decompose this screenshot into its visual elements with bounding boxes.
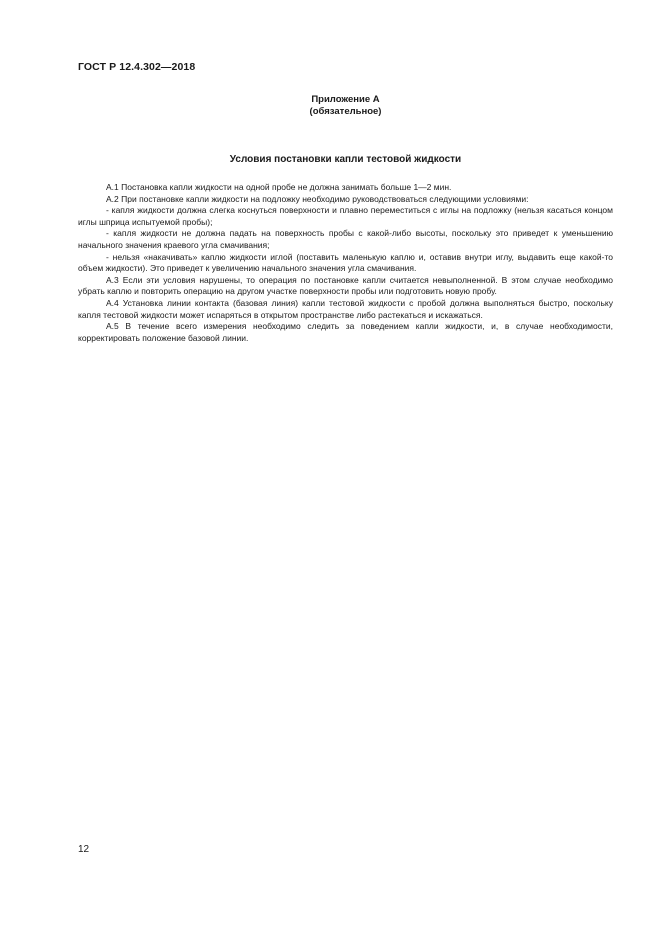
section-title: Условия постановки капли тестовой жидкости <box>229 154 462 165</box>
appendix-status: (обязательное) <box>309 106 382 117</box>
paragraph-a3: А.3 Если эти условия нарушены, то операция по постановке капли считается невыполненной. В этом случае необходимо убрать каплю и повторить операцию на другом участке поверхности пробы или подготовить новую пробу. <box>78 274 613 297</box>
paragraph-a2: А.2 При постановке капли жидкости на подложку необходимо руководствоваться следующими условиями: <box>106 193 529 204</box>
appendix-heading <box>78 94 613 118</box>
paragraph-a1: А.1 Постановка капли жидкости на одной пробе не должна занимать больше 1—2 мин. <box>106 182 452 192</box>
paragraph-a5: А.5 В течение всего измерения необходимо следить за поведением капли жидкости, и, в случае необходимости, корректировать положение базовой линии. <box>78 321 613 343</box>
page-number: 12 <box>78 844 90 855</box>
list-item-condition-1: - капля жидкости должна слегка коснуться поверхности и плавно переместиться с иглы на подложку (нельзя касаться концом иглы шприца испытуемой пробы); <box>78 205 613 227</box>
list-item-condition-2: - капля жидкости не должна падать на поверхность пробы с какой-либо высоты, поскольку это приведет к уменьшению начального значения краевого угла смачивания; <box>78 228 613 250</box>
document-code: ГОСТ Р 12.4.302—2018 <box>78 61 196 73</box>
list-item-condition-3: - нельзя «накачивать» каплю жидкости иглой (поставить маленькую каплю и, оставив внутри иглу, выдавить еще какой-то объем жидкости). Это приведет к увеличению начального значения угла смачивания. <box>78 251 613 274</box>
paragraph-a4: А.4 Установка линии контакта (базовая линия) капли тестовой жидкости с пробой должна выполняться быстро, поскольку капля тестовой жидкости может испаряться в открытом пространстве либо растекаться и искажаться. <box>78 297 613 320</box>
appendix-title: Приложение А <box>311 94 380 105</box>
body-text <box>78 182 613 344</box>
